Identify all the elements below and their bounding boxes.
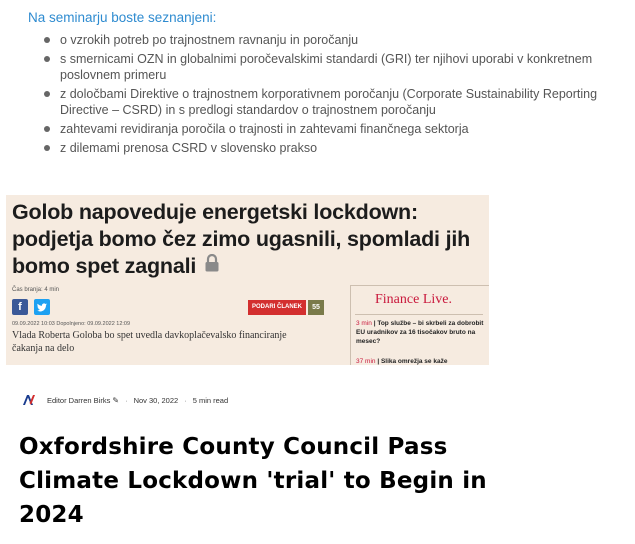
- finance-live-panel: [350, 285, 489, 365]
- lead-text: Vlada Roberta Goloba bo spet uvedla davkoplačevalsko financiranje čakanja na delo: [12, 330, 287, 354]
- twitter-share-button[interactable]: [34, 299, 50, 315]
- read-time: 5 min read: [192, 395, 229, 405]
- headline[interactable]: [12, 199, 489, 281]
- pencil-icon: ✎: [112, 395, 120, 405]
- bullet-icon: [44, 145, 50, 151]
- bullet-icon: [44, 37, 50, 43]
- list-item: zahtevami revidiranja poročila o trajnosti in zahtevami finančnega sektorja: [40, 121, 600, 137]
- separator: ·: [184, 395, 187, 405]
- publish-date: Nov 30, 2022: [133, 395, 179, 405]
- seminar-section: [0, 0, 635, 185]
- lock-icon: [204, 252, 220, 279]
- facebook-share-button[interactable]: f: [12, 299, 28, 315]
- seminar-list: [40, 32, 600, 159]
- list-item: s smernicami OZN in globalnimi poročevalskimi standardi (GRI) ter njihovi uporabi v konkretnem poslovnem primeru: [40, 51, 600, 83]
- bullet-icon: [44, 56, 50, 62]
- publish-dates: 09.09.2022 10:03 Dopolnjeno: 09.09.2022 12:09: [12, 321, 131, 327]
- reading-time: Čas branja: 4 min: [12, 287, 60, 293]
- byline: [22, 393, 228, 407]
- finance-live-logo[interactable]: Finance Live.: [375, 292, 452, 307]
- news-clipping: [6, 195, 489, 365]
- headline-text[interactable]: Golob napoveduje energetski lockdown: podjetja bomo čez zimo ugasnili, spomladi jih bomo spet zagnali: [12, 200, 471, 278]
- list-item: z dilemami prenosa CSRD v slovensko prakso: [40, 140, 600, 156]
- article-title[interactable]: Oxfordshire County Council Pass Climate Lockdown 'trial' to Begin in 2024: [19, 434, 487, 528]
- finance-news-item[interactable]: 37 min | Slika omrežja se kaže: [356, 358, 448, 365]
- publisher-logo-icon: [22, 393, 36, 407]
- list-item: z določbami Direktive o trajnostnem korporativnem poročanju (Corporate Sustainability Reporting Directive – CSRD) in s predlogi standardov o trajnostnem poročanju: [40, 86, 600, 118]
- finance-news-item[interactable]: 3 min | Top službe – bi skrbeli za dobrobit EU uradnikov za 16 tisočakov bruto na mesec?: [356, 320, 484, 345]
- bullet-icon: [44, 126, 50, 132]
- seminar-title: Na seminarju boste seznanjeni:: [28, 10, 217, 25]
- gift-article-button[interactable]: PODARI ČLANEK: [248, 300, 306, 315]
- divider: [355, 314, 483, 315]
- twitter-icon: [37, 303, 47, 312]
- gift-count-badge: 55: [308, 300, 324, 315]
- bullet-icon: [44, 91, 50, 97]
- list-item: o vzrokih potreb po trajnostnem ravnanju in poročanju: [40, 32, 600, 48]
- separator: ·: [125, 395, 128, 405]
- author-name[interactable]: Editor Darren Birks: [47, 395, 111, 405]
